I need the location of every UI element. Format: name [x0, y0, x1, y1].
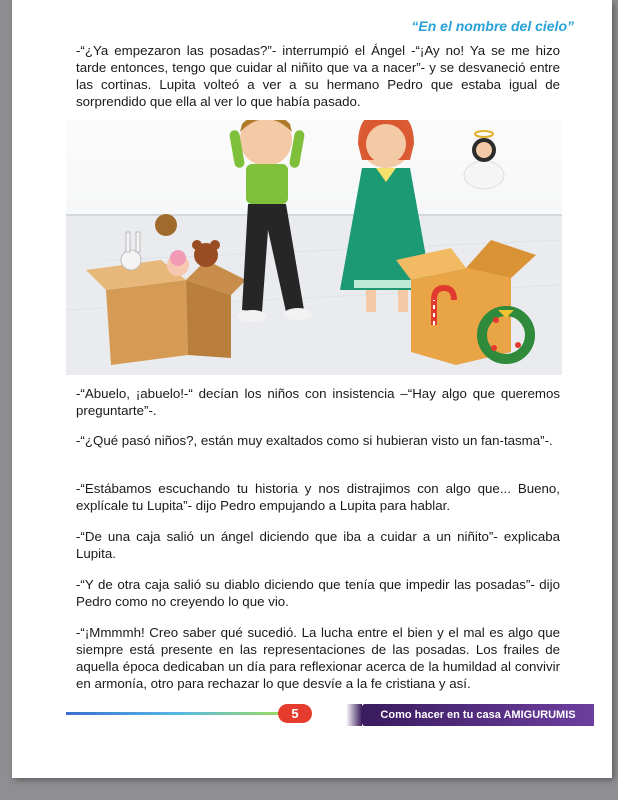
paragraph-5: -“De una caja salió un ángel diciendo que iba a cuidar a un niñito”- explicaba Lupita. — [76, 529, 560, 561]
footer-bar-decoration — [346, 704, 362, 726]
paragraph-7: -“¡Mmmmh! Creo saber qué sucedió. La lucha entre el bien y el mal es algo que siempre está presente en las representaciones de las posadas. Los frailes de aquella época dedicaban un día para reflexionar acerca de la humildad al convivir en armonía, otro para rechazar lo que desvíe a la fe cristiana y así. — [76, 625, 560, 691]
footer-series-bar — [362, 704, 594, 726]
chapter-title: “En el nombre del cielo” — [411, 18, 574, 34]
illustration — [66, 120, 562, 375]
page-number: 5 — [278, 704, 312, 723]
paragraph-6: -“Y de otra caja salió su diablo diciendo que tenía que impedir las posadas”- dijo Pedro como no creyendo lo que vio. — [76, 577, 560, 609]
book-page — [12, 0, 612, 778]
paragraph-3: -“¿Qué pasó niños?, están muy exaltados como si hubieran visto un fan-tasma”-. — [76, 433, 553, 448]
paragraph-4: -“Estábamos escuchando tu historia y nos distrajimos con algo que... Bueno, explícale tu Lupita”- dijo Pedro empujando a Lupita para hablar. — [76, 481, 560, 513]
paragraph-2: -“Abuelo, ¡abuelo!-“ decían los niños con insistencia –“Hay algo que queremos preguntarte”-. — [76, 386, 560, 418]
angel-doll — [464, 131, 504, 189]
footer-series-label: Como hacer en tu casa AMIGURUMIS — [380, 709, 576, 721]
footer-divider — [66, 712, 286, 715]
paragraph-1: -“¿Ya empezaron las posadas?”- interrumpió el Ángel -“¡Ay no! Ya se me hizo tarde entonces, tengo que cuidar al niñito que va a nacer”- y se desvaneció entre las cortinas. Lupita volteó a ver a su hermano Pedro que estaba igual de sorprendido que ella al ver lo que había pasado. — [76, 43, 560, 109]
